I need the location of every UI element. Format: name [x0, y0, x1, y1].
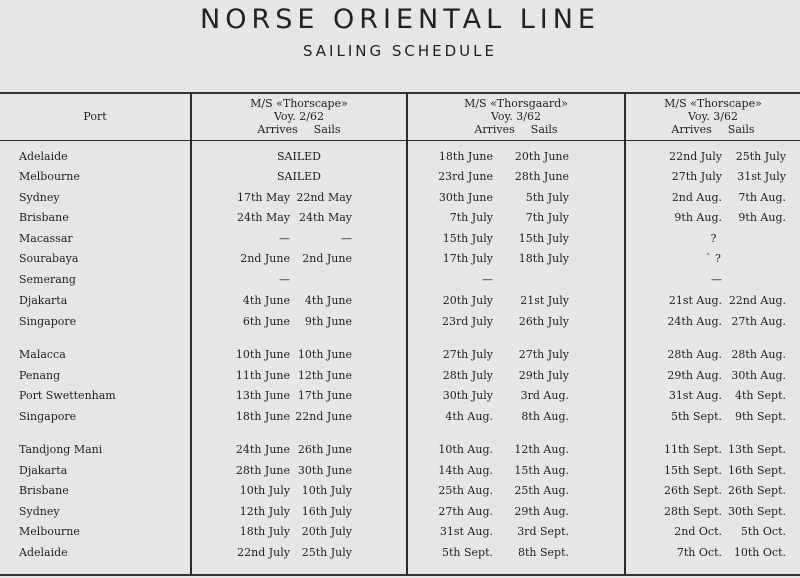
voyage2-arrives: 4th Aug. [445, 410, 493, 423]
port-name: Malacca [19, 348, 66, 361]
port-name: Macassar [19, 232, 73, 245]
voyage2-arrives: 23rd June [438, 170, 493, 183]
voyage3-arrives: 11th Sept. [663, 443, 722, 456]
voyage1-sails: 22nd June [295, 410, 352, 423]
voyage2-sails: 8th Sept. [517, 546, 569, 559]
voyage1-sails: 30th June [297, 464, 352, 477]
voyage1-arrives: — [279, 273, 290, 286]
voyage3-arrives: 26th Sept. [663, 484, 722, 497]
voyage2-sails: 3rd Aug. [520, 389, 569, 402]
voyage1-sails: 10th July [301, 484, 352, 497]
voyage2-arrives: 5th Sept. [441, 546, 493, 559]
port-name: Djakarta [19, 464, 68, 477]
schedule-row [0, 505, 800, 525]
voyage2-sails: 3rd Sept. [517, 525, 569, 538]
voyage2-arrives: 20th July [442, 294, 493, 307]
voyage1-sails: 12th June [297, 369, 352, 382]
voyage1-arrives: 12th July [239, 505, 290, 518]
schedule-subtitle: SAILING SCHEDULE [303, 42, 497, 60]
voyage2-arrives: 27th Aug. [438, 505, 493, 518]
schedule-row [0, 464, 800, 484]
schedule-row [0, 150, 800, 170]
voyage3-sails: 10th Oct. [733, 546, 786, 559]
schedule-row [0, 170, 800, 190]
port-name: Adelaide [19, 150, 68, 163]
port-header: Port [83, 110, 107, 123]
port-name: Brisbane [19, 211, 69, 224]
voyage2-arrives: 30th June [438, 191, 493, 204]
voyage1-arrives: 17th May [236, 191, 290, 204]
port-name: Brisbane [19, 484, 69, 497]
schedule-row [0, 191, 800, 211]
voyage3-arrives: — [711, 273, 722, 286]
voyage3-arrives: 29th Aug. [667, 369, 722, 382]
voyage2-arrives: 23rd July [441, 315, 493, 328]
voyage2-sails: 5th July [525, 191, 569, 204]
port-name: Melbourne [19, 525, 80, 538]
voyage2-sails: 8th Aug. [521, 410, 569, 423]
voyage2-sails: 20th June [514, 150, 569, 163]
voyage2-arrives: 10th Aug. [438, 443, 493, 456]
voyage3-status: ? [710, 232, 717, 245]
port-name: Adelaide [19, 546, 68, 559]
voyage3-arrives: 24th Aug. [667, 315, 722, 328]
voyage2-sails: 21st July [520, 294, 569, 307]
voyage2-arrives: 25th Aug. [438, 484, 493, 497]
port-name: Singapore [19, 410, 77, 423]
voyage3-sails: 7th Aug. [738, 191, 786, 204]
schedule-row [0, 443, 800, 463]
voyage-number: Voy. 3/62 [490, 110, 541, 123]
voyage3-sails: 13th Sept. [727, 443, 786, 456]
ship-name: M/S «Thorscape» [250, 97, 348, 110]
sails-label: Sails [313, 123, 341, 136]
voyage3-arrives: 2nd Oct. [674, 525, 722, 538]
voyage2-sails: 28th June [514, 170, 569, 183]
voyage2-arrives: 17th July [442, 252, 493, 265]
ship-header-3 [626, 97, 800, 136]
voyage2-arrives: 30th July [442, 389, 493, 402]
ship-header-2 [408, 97, 624, 136]
port-name: Port Swettenham [19, 389, 116, 402]
port-name: Semerang [19, 273, 76, 286]
voyage2-arrives: 28th July [442, 369, 493, 382]
port-name: Sydney [19, 191, 60, 204]
voyage3-sails: 30th Aug. [731, 369, 786, 382]
sails-label: Sails [530, 123, 558, 136]
voyage2-sails: 15th July [518, 232, 569, 245]
voyage2-arrives: 18th June [438, 150, 493, 163]
voyage1-arrives: 18th June [235, 410, 290, 423]
voyage1-sails: 16th July [301, 505, 352, 518]
voyage3-sails: 4th Sept. [734, 389, 786, 402]
voyage1-arrives: 6th June [242, 315, 290, 328]
schedule-row [0, 348, 800, 368]
voyage2-sails: 29th Aug. [514, 505, 569, 518]
schedule-row [0, 410, 800, 430]
header-rule [0, 140, 800, 141]
voyage3-arrives: 15th Sept. [663, 464, 722, 477]
port-name: Sydney [19, 505, 60, 518]
voyage2-sails: 26th July [518, 315, 569, 328]
voyage3-sails: 31st July [737, 170, 786, 183]
voyage1-arrives: 10th July [239, 484, 290, 497]
voyage1-sails: — [341, 232, 352, 245]
voyage3-arrives: 7th Oct. [676, 546, 722, 559]
schedule-row [0, 484, 800, 504]
voyage3-sails: 9th Sept. [734, 410, 786, 423]
port-name: Djakarta [19, 294, 68, 307]
voyage3-sails: 26th Sept. [727, 484, 786, 497]
voyage3-arrives: 9th Aug. [674, 211, 722, 224]
voyage3-sails: 16th Sept. [727, 464, 786, 477]
port-name: Penang [19, 369, 61, 382]
voyage1-sails: 9th June [304, 315, 352, 328]
schedule-row [0, 546, 800, 566]
voyage3-sails: 9th Aug. [738, 211, 786, 224]
voyage3-arrives: 5th Sept. [670, 410, 722, 423]
voyage2-arrives: 27th July [442, 348, 493, 361]
sails-label: Sails [727, 123, 755, 136]
voyage3-arrives: 2nd Aug. [671, 191, 722, 204]
voyage1-sails: 20th July [301, 525, 352, 538]
top-rule [0, 92, 800, 94]
voyage1-arrives: 4th June [242, 294, 290, 307]
schedule-row [0, 369, 800, 389]
bottom-rule [0, 574, 800, 576]
voyage2-sails: 27th July [518, 348, 569, 361]
voyage1-arrives: 24th May [236, 211, 290, 224]
voyage1-arrives: 10th June [235, 348, 290, 361]
schedule-row [0, 232, 800, 252]
voyage1-arrives: 11th June [235, 369, 290, 382]
voyage2-sails: 12th Aug. [514, 443, 569, 456]
voyage1-arrives: 2nd June [240, 252, 290, 265]
voyage2-sails: 29th July [518, 369, 569, 382]
voyage1-sails: 26th June [297, 443, 352, 456]
voyage1-status: SAILED [277, 150, 321, 163]
voyage-number: Voy. 3/62 [687, 110, 738, 123]
voyage1-arrives: 22nd July [237, 546, 290, 559]
voyage1-arrives: — [279, 232, 290, 245]
voyage1-sails: 25th July [301, 546, 352, 559]
voyage2-arrives: 31st Aug. [439, 525, 493, 538]
port-name: Tandjong Mani [19, 443, 103, 456]
voyage3-arrives: 31st Aug. [668, 389, 722, 402]
voyage2-sails: 25th Aug. [514, 484, 569, 497]
voyage-number: Voy. 2/62 [273, 110, 324, 123]
schedule-row [0, 211, 800, 231]
voyage3-sails: 28th Aug. [731, 348, 786, 361]
schedule-row [0, 315, 800, 335]
voyage3-arrives: 28th Sept. [663, 505, 722, 518]
voyage2-arrives: 14th Aug. [438, 464, 493, 477]
schedule-row [0, 273, 800, 293]
voyage1-status: SAILED [277, 170, 321, 183]
voyage3-arrives: 28th Aug. [667, 348, 722, 361]
voyage1-sails: 22nd May [296, 191, 352, 204]
voyage2-sails: 7th July [525, 211, 569, 224]
schedule-row [0, 389, 800, 409]
schedule-row [0, 252, 800, 272]
voyage1-sails: 24th May [298, 211, 352, 224]
voyage3-arrives: 27th July [671, 170, 722, 183]
voyage1-arrives: 13th June [235, 389, 290, 402]
ship-name: M/S «Thorscape» [664, 97, 762, 110]
voyage3-sails: 27th Aug. [731, 315, 786, 328]
schedule-title: NORSE ORIENTAL LINE [200, 4, 600, 35]
voyage1-sails: 2nd June [302, 252, 352, 265]
voyage1-sails: 17th June [297, 389, 352, 402]
voyage2-sails: 18th July [518, 252, 569, 265]
voyage1-arrives: 24th June [235, 443, 290, 456]
port-name: Melbourne [19, 170, 80, 183]
voyage3-sails: 5th Oct. [740, 525, 786, 538]
voyage3-sails: 30th Sept. [727, 505, 786, 518]
voyage2-arrives: 7th July [449, 211, 493, 224]
voyage2-sails: 15th Aug. [514, 464, 569, 477]
voyage3-sails: 25th July [735, 150, 786, 163]
arrives-label: Arrives [474, 123, 515, 136]
schedule-row [0, 294, 800, 314]
port-name: Singapore [19, 315, 77, 328]
voyage1-arrives: 28th June [235, 464, 290, 477]
port-name: Sourabaya [19, 252, 79, 265]
ship-header-1 [192, 97, 406, 136]
voyage1-arrives: 18th July [239, 525, 290, 538]
voyage2-arrives: 15th July [442, 232, 493, 245]
voyage3-sails: 22nd Aug. [728, 294, 786, 307]
arrives-label: Arrives [671, 123, 712, 136]
schedule-row [0, 525, 800, 545]
voyage3-status: ` ? [706, 252, 721, 265]
voyage2-arrives: — [482, 273, 493, 286]
arrives-label: Arrives [257, 123, 298, 136]
voyage3-arrives: 22nd July [669, 150, 722, 163]
ship-name: M/S «Thorsgaard» [464, 97, 568, 110]
voyage3-arrives: 21st Aug. [668, 294, 722, 307]
voyage1-sails: 10th June [297, 348, 352, 361]
voyage1-sails: 4th June [304, 294, 352, 307]
